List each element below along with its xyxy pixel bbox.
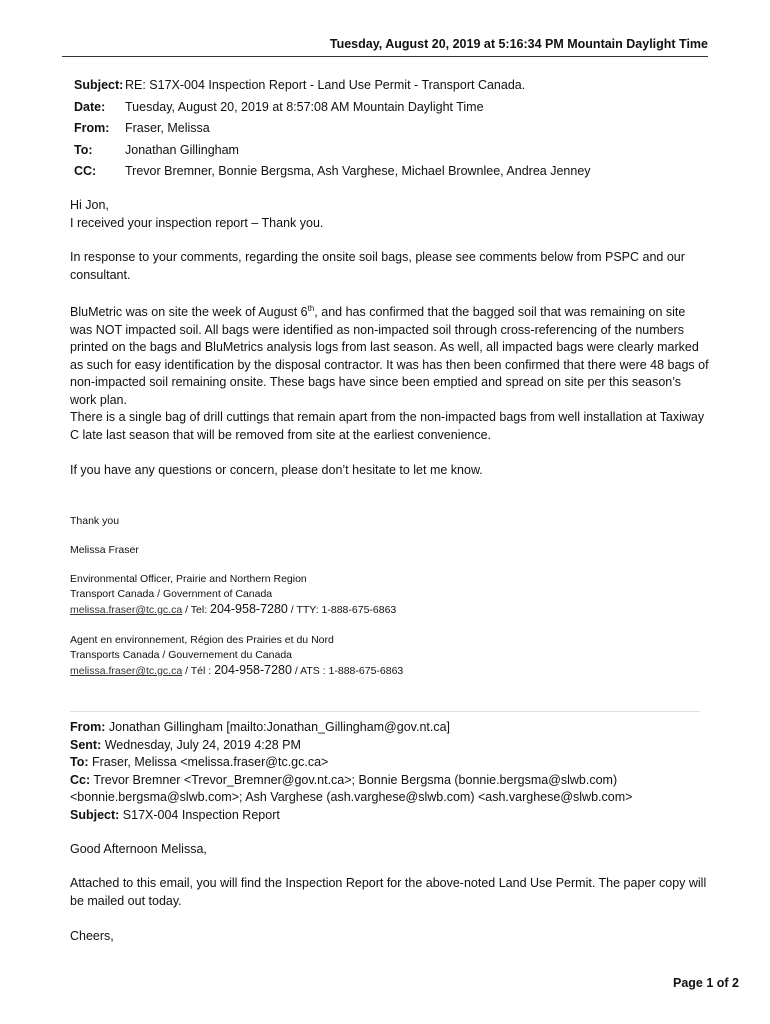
- meta-from-row: [74, 118, 591, 140]
- received-line: I received your inspection report – Thank you.: [70, 215, 324, 230]
- para-blumetric: [70, 304, 710, 444]
- para-blumetric-start: BluMetric was on site the week of August 6: [70, 305, 308, 319]
- sig-french: [70, 633, 403, 679]
- phone-number-fr: 204-958-7280: [214, 663, 292, 677]
- greeting: Hi Jon,: [70, 198, 109, 212]
- meta-subject-row: [74, 75, 591, 97]
- para-response-text: In response to your comments, regarding the onsite soil bags, please see comments below from PSPC and our consultant.: [70, 250, 685, 282]
- page-footer: Page 1 of 2: [673, 976, 739, 990]
- sig-thanks: Thank you: [70, 515, 120, 527]
- fwd-cc-row: [70, 772, 710, 807]
- fwd-from: Jonathan Gillingham [mailto:Jonathan_Gillingham@gov.nt.ca]: [105, 720, 451, 734]
- meta-to-row: [74, 140, 591, 162]
- ats-number: / ATS : 1-888-675-6863: [291, 665, 404, 677]
- sig-en-org: Transport Canada / Government of Canada: [70, 588, 273, 600]
- ordinal-superscript: th: [307, 303, 315, 313]
- sig-fr-contact: [70, 663, 403, 679]
- sig-name: Melissa Fraser: [70, 544, 139, 556]
- email-link-fr[interactable]: melissa.fraser@tc.gc.ca: [70, 665, 183, 677]
- fwd-to-label: To:: [70, 755, 89, 769]
- para-questions-text: If you have any questions or concern, please don’t hesitate to let me know.: [70, 463, 483, 477]
- forwarded-header: [70, 719, 710, 824]
- fwd-closing: Cheers,: [70, 929, 114, 943]
- fwd-from-label: From:: [70, 720, 106, 734]
- fwd-cc-label: Cc:: [70, 772, 91, 787]
- fwd-sent-row: [70, 737, 710, 755]
- fwd-sent-label: Sent:: [70, 737, 102, 752]
- meta-to-label: To:: [74, 142, 93, 157]
- para-response: [70, 249, 710, 284]
- sig-en-title: Environmental Officer, Prairie and Northern Region: [70, 573, 307, 585]
- para-blumetric-text: [70, 304, 710, 409]
- meta-date: Tuesday, August 20, 2019 at 8:57:08 AM Mountain Daylight Time: [125, 99, 484, 114]
- tel-label: / Tel:: [182, 604, 211, 616]
- meta-subject: RE: S17X-004 Inspection Report - Land Use Permit - Transport Canada.: [125, 78, 526, 92]
- meta-cc-row: [74, 161, 591, 183]
- email-greeting-block: [70, 197, 710, 232]
- fwd-para: Attached to this email, you will find the Inspection Report for the above-noted Land Use Permit. The paper copy will be mailed out today.: [70, 876, 707, 908]
- meta-to: Jonathan Gillingham: [125, 142, 239, 157]
- para-questions: [70, 462, 710, 480]
- sig-fr-title: Agent en environnement, Région des Prairies et du Nord: [70, 634, 334, 646]
- fwd-cc: Trevor Bremner <Trevor_Bremner@gov.nt.ca>; Bonnie Bergsma (bonnie.bergsma@slwb.com) <bonnie.bergsma@slwb.com>; Ash Varghese (ash.varghese@slwb.com) <ash.varghese@slwb.com>: [70, 772, 633, 804]
- para-drill-cuttings: There is a single bag of drill cuttings that remain apart from the non-impacted bags from well installation at Taxiway C late last season that will be removed from site at the earliest convenience.: [70, 410, 705, 442]
- sig-en-contact: [70, 602, 396, 618]
- fwd-sent: Wednesday, July 24, 2019 4:28 PM: [101, 737, 301, 752]
- para-blumetric-rest: , and has confirmed that the bagged soil that was remaining on site was NOT impacted soil. All bags were identified as non-impacted soil through cross-referencing of the numbers printed on the bags and BluMetrics analysis logs from last season. As well, all impacted bags were clearly marked as such for easy identification by the disposal contractor. It was has then been confirmed that there were 48 bags of non-impacted soil remaining onsite. These bags have since been emptied and spread on site per this season’s work plan.: [70, 305, 709, 407]
- forward-divider: [70, 711, 700, 712]
- email-link[interactable]: melissa.fraser@tc.gc.ca: [70, 604, 183, 616]
- page-header: Tuesday, August 20, 2019 at 5:16:34 PM Mountain Daylight Time: [62, 37, 708, 57]
- meta-subject-label: Subject:: [74, 78, 124, 92]
- fwd-to-row: [70, 754, 710, 772]
- meta-cc-label: CC:: [74, 164, 97, 178]
- meta-date-label: Date:: [74, 99, 106, 114]
- tel-label-fr: / Tél :: [182, 665, 215, 677]
- fwd-greeting: Good Afternoon Melissa,: [70, 842, 207, 856]
- meta-from-label: From:: [74, 121, 110, 135]
- sig-fr-org: Transports Canada / Gouvernement du Canada: [70, 649, 292, 661]
- meta-cc: Trevor Bremner, Bonnie Bergsma, Ash Varghese, Michael Brownlee, Andrea Jenney: [125, 164, 591, 178]
- fwd-subject-label: Subject:: [70, 807, 120, 822]
- fwd-to: Fraser, Melissa <melissa.fraser@tc.gc.ca>: [88, 755, 329, 769]
- fwd-subject-row: [70, 807, 710, 825]
- email-meta: [74, 75, 591, 183]
- tty-number: / TTY: 1-888-675-6863: [287, 604, 397, 616]
- fwd-from-row: [70, 719, 710, 737]
- meta-date-row: [74, 97, 591, 119]
- meta-from: Fraser, Melissa: [125, 121, 210, 135]
- phone-number: 204-958-7280: [210, 602, 288, 616]
- sig-english: [70, 572, 396, 618]
- fwd-subject: S17X-004 Inspection Report: [119, 807, 280, 822]
